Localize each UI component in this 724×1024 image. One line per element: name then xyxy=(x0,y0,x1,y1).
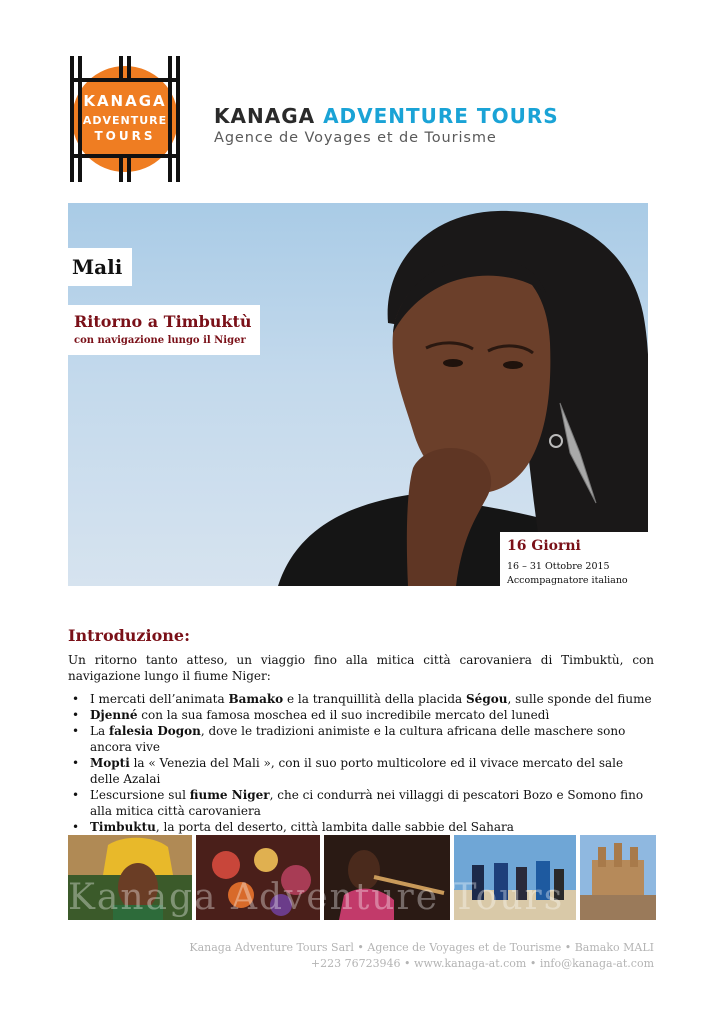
strip-watermark: Kanaga Adventure Tours xyxy=(68,877,565,918)
trip-title-box xyxy=(68,305,260,355)
logo-line-1: KANAGA xyxy=(83,92,167,110)
footer-line-1: Kanaga Adventure Tours Sarl • Agence de Voyages et de Tourisme • Bamako MALI xyxy=(189,941,654,954)
brand-tagline: Agence de Voyages et de Tourisme xyxy=(214,130,497,146)
country-title-box xyxy=(68,248,132,286)
list-item: • La falesia Dogon, dove le tradizioni animiste e la cultura africana delle maschere sono ancora vive xyxy=(68,723,654,755)
logo-line-2: ADVENTURE xyxy=(82,114,168,127)
country-title: Mali xyxy=(72,255,123,279)
brand-block xyxy=(214,104,559,146)
trip-guide: Accompagnatore italiano xyxy=(507,575,628,586)
highlights-list xyxy=(68,691,654,835)
trip-duration: 16 Giorni xyxy=(507,538,581,554)
trip-title: Ritorno a Timbuktù xyxy=(74,312,252,331)
intro-heading: Introduzione: xyxy=(68,626,190,645)
trip-subtitle: con navigazione lungo il Niger xyxy=(74,335,246,346)
trip-dates: 16 – 31 Ottobre 2015 xyxy=(507,561,610,572)
footer-line-2: +223 76723946 • www.kanaga-at.com • info@kanaga-at.com xyxy=(310,957,654,970)
list-item: • I mercati dell’animata Bamako e la tranquillità della placida Ségou, sulle sponde del fiume xyxy=(68,691,654,707)
intro-paragraph: Un ritorno tanto atteso, un viaggio fino alla mitica città carovaniera di Timbuktù, con navigazione lungo il fiume Niger: xyxy=(68,653,654,683)
brand-name-part2: ADVENTURE TOURS xyxy=(323,104,559,128)
list-item: • L’escursione sul fiume Niger, che ci condurrà nei villaggi di pescatori Bozo e Somono fino alla mitica città carovaniera xyxy=(68,787,654,819)
list-item: • Mopti la « Venezia del Mali », con il suo porto multicolore ed il vivace mercato del sale delle Azalai xyxy=(68,755,654,787)
list-item: • Djenné con la sua famosa moschea ed il suo incredibile mercato del lunedì xyxy=(68,707,654,723)
logo-line-3: TOURS xyxy=(94,129,156,143)
list-item: • Timbuktu, la porta del deserto, città lambita dalle sabbie del Sahara xyxy=(68,819,654,835)
brand-name-part1: KANAGA xyxy=(214,104,316,128)
trip-info-box xyxy=(500,532,648,592)
brand-name xyxy=(214,104,559,128)
company-logo xyxy=(66,52,184,186)
hero-image xyxy=(68,203,648,586)
